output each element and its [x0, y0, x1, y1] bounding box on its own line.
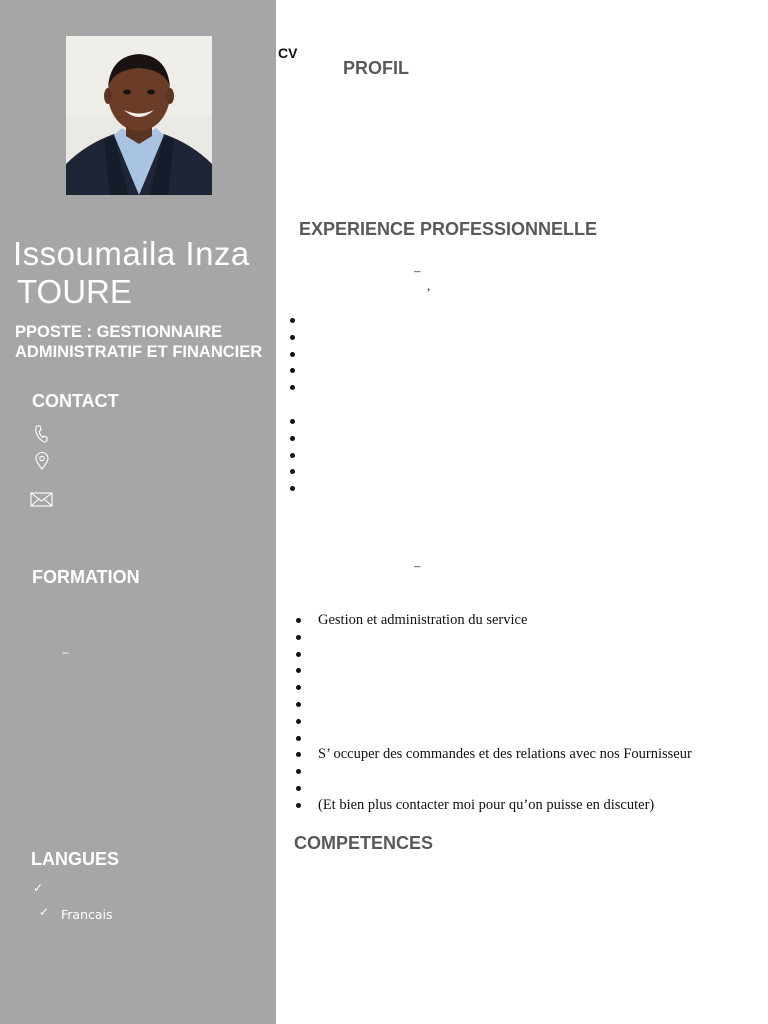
- job1-comma: ,: [427, 278, 431, 293]
- bullet-icon: [296, 702, 301, 707]
- bullet-icon: [296, 652, 301, 657]
- langues-heading: LANGUES: [31, 849, 120, 869]
- contact-heading: CONTACT: [32, 391, 119, 411]
- name-last: TOURE: [17, 273, 132, 310]
- bullet-icon: [296, 736, 301, 741]
- competences-heading: COMPETENCES: [294, 833, 434, 853]
- bullet-icon: [296, 803, 301, 808]
- job1-dash: –: [414, 263, 421, 278]
- mail-icon: [30, 492, 53, 512]
- bullet-icon: [290, 335, 295, 340]
- bullet-icon: [290, 419, 295, 424]
- profil-heading: PROFIL: [343, 58, 409, 78]
- language-label: Francais: [61, 907, 113, 922]
- cv-label: CV: [278, 45, 298, 61]
- bullet-icon: [290, 486, 295, 491]
- experience-heading: EXPERIENCE PROFESSIONNELLE: [299, 219, 598, 239]
- check-icon: ✓: [33, 881, 44, 895]
- location-pin-icon: [35, 452, 49, 475]
- bullet-icon: [290, 318, 295, 323]
- bullet-icon: [296, 752, 301, 757]
- profile-photo: [66, 36, 212, 195]
- bullet-icon: [296, 618, 301, 623]
- bullet-icon: [290, 453, 295, 458]
- phone-icon: [34, 425, 48, 448]
- bullet-icon: [296, 668, 301, 673]
- formation-dash: –: [62, 645, 69, 659]
- main-content: CV PROFIL EXPERIENCE PROFESSIONNELLE – , – Gestion et administration du service S’ occuper des commandes et des relations avec nos Fournisseur (Et bien plus contacter moi pour qu’on puisse en discuter) COMPETENCES: [276, 0, 768, 1024]
- name-first: Issoumaila Inza: [13, 235, 250, 272]
- bullet-icon: [296, 685, 301, 690]
- bullet-icon: [296, 769, 301, 774]
- bullet-icon: [290, 385, 295, 390]
- bullet-icon: [296, 719, 301, 724]
- bullet-icon: [290, 352, 295, 357]
- job-title: PPOSTE : GESTIONNAIRE ADMINISTRATIF ET FINANCIER: [15, 323, 263, 361]
- bullet-icon: [290, 469, 295, 474]
- formation-heading: FORMATION: [32, 567, 140, 587]
- job2-dash: –: [414, 558, 421, 573]
- bullet-icon: [290, 368, 295, 373]
- bullet-icon: [296, 635, 301, 640]
- bullet-icon: [290, 436, 295, 441]
- bullet-icon: [296, 786, 301, 791]
- check-icon: ✓: [39, 905, 50, 919]
- sidebar: [0, 0, 276, 1024]
